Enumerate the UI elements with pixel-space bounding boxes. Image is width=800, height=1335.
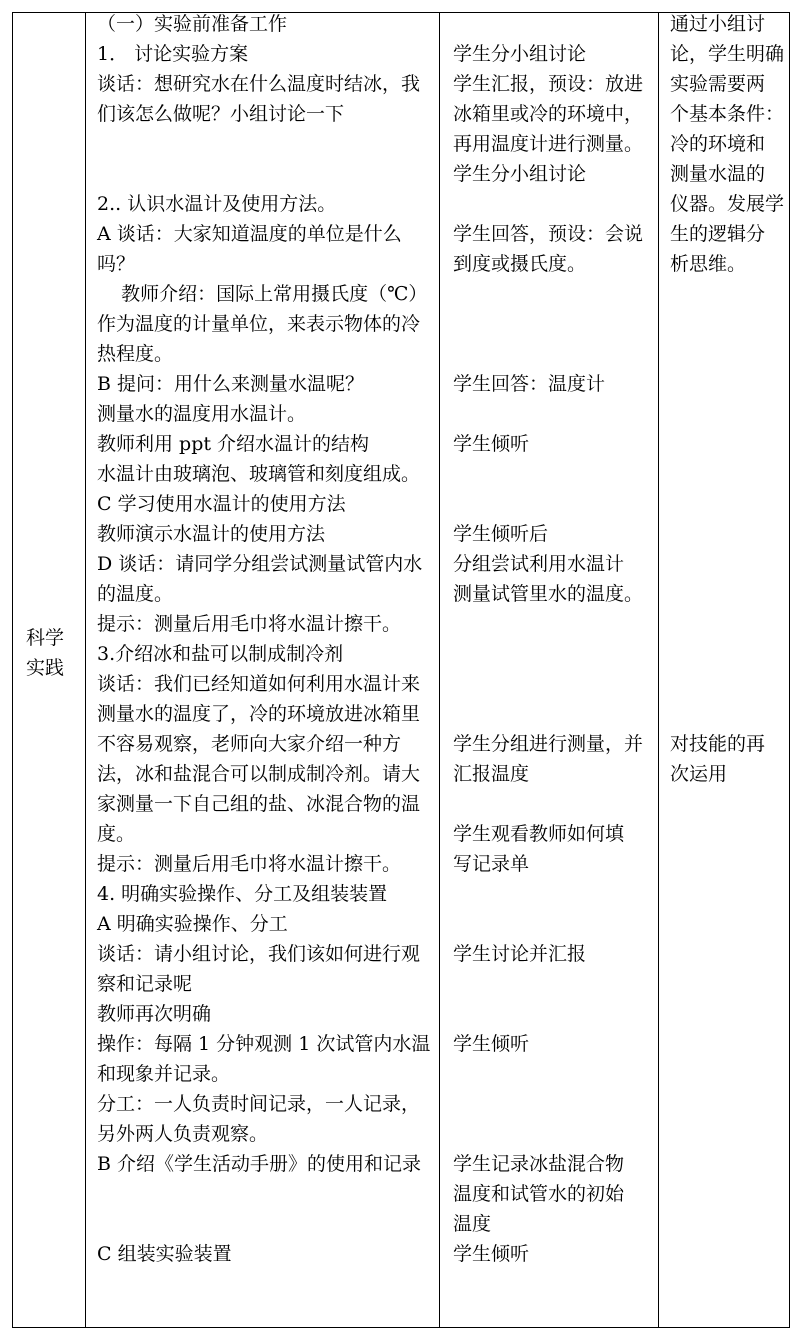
text-line: 教师利用 ppt 介绍水温计的结构: [97, 433, 370, 455]
text-line: 温度和试管水的初始: [453, 1183, 625, 1205]
text-line: 通过小组讨: [670, 13, 766, 35]
text-line: 操作：每隔 1 分钟观测 1 次试管内水温: [97, 1033, 431, 1055]
text-line: 次运用: [670, 763, 728, 785]
text-line: 1． 讨论实验方案: [97, 43, 249, 65]
text-line: 谈话：我们已经知道如何利用水温计来: [97, 673, 421, 695]
text-line: 学生回答，预设：会说: [453, 223, 644, 245]
text-line: 分组尝试利用水温计: [453, 553, 625, 575]
text-line: 分工：一人负责时间记录，一人记录，: [97, 1093, 421, 1115]
text-line: 写记录单: [453, 853, 530, 875]
text-line: 测量水的温度了，冷的环境放进冰箱里: [97, 703, 421, 725]
text-line: C 组装实验装置: [97, 1243, 232, 1265]
text-line: 水温计由玻璃泡、玻璃管和刻度组成。: [97, 463, 421, 485]
column-divider-3: [658, 13, 659, 1327]
text-line: 教师再次明确: [97, 1003, 212, 1025]
text-line: （一）实验前准备工作: [97, 13, 288, 35]
text-line: 实验需要两: [670, 73, 766, 95]
text-line: 测量水温的: [670, 163, 766, 185]
text-line: 学生分组进行测量，并: [453, 733, 644, 755]
text-line: 学生分小组讨论: [453, 43, 587, 65]
text-line: 教师介绍：国际上常用摄氏度（℃）: [97, 283, 428, 305]
text-line: 学生记录冰盐混合物: [453, 1153, 625, 1175]
text-line: 提示：测量后用毛巾将水温计擦干。: [97, 853, 402, 875]
text-line: 对技能的再: [670, 733, 766, 755]
text-line: 学生倾听: [453, 1033, 530, 1055]
text-line: 度。: [97, 823, 136, 845]
section-label-cell: [13, 13, 85, 1327]
text-line: C 学习使用水温计的使用方法: [97, 493, 346, 515]
text-line: 们该怎么做呢？小组讨论一下: [97, 103, 345, 125]
column-divider-2: [439, 13, 440, 1327]
teacher-activity-cell: [87, 13, 439, 1327]
text-line: B 介绍《学生活动手册》的使用和记录: [97, 1153, 422, 1175]
text-line: 作为温度的计量单位，来表示物体的冷: [97, 313, 421, 335]
text-line: 测量水的温度用水温计。: [97, 403, 307, 425]
text-line: 析思维。: [670, 253, 747, 275]
text-line: 仪器。发展学: [670, 193, 785, 215]
text-line: B 提问：用什么来测量水温呢？: [97, 373, 365, 395]
student-activity-cell: [441, 13, 658, 1327]
text-line: 不容易观察，老师向大家介绍一种方: [97, 733, 402, 755]
text-line: A 明确实验操作、分工: [97, 913, 288, 935]
text-line: 冰箱里或冷的环境中，: [453, 103, 644, 125]
text-line: 学生观看教师如何填: [453, 823, 625, 845]
text-line: 4. 明确实验操作、分工及组装装置: [97, 883, 388, 905]
text-line: 吗？: [97, 253, 136, 275]
text-line: 学生倾听: [453, 1243, 530, 1265]
text-line: 学生分小组讨论: [453, 163, 587, 185]
text-line: 学生回答：温度计: [453, 373, 606, 395]
text-line: 提示：测量后用毛巾将水温计擦干。: [97, 613, 402, 635]
text-line: 3.介绍冰和盐可以制成制冷剂: [97, 643, 344, 665]
text-line: 2.. 认识水温计及使用方法。: [97, 193, 337, 215]
text-line: 热程度。: [97, 343, 174, 365]
text-line: 学生倾听: [453, 433, 530, 455]
text-line: 谈话：想研究水在什么温度时结冰，我: [97, 73, 421, 95]
section-label-line: 科学: [26, 627, 65, 649]
text-line: 的温度。: [97, 583, 174, 605]
text-line: 另外两人负责观察。: [97, 1123, 269, 1145]
lesson-plan-table: [12, 12, 790, 1328]
text-line: 法，冰和盐混合可以制成制冷剂。请大: [97, 763, 421, 785]
text-line: 和现象并记录。: [97, 1063, 231, 1085]
text-line: 察和记录呢: [97, 973, 193, 995]
text-line: 温度: [453, 1213, 492, 1235]
text-line: 到度或摄氏度。: [453, 253, 587, 275]
text-line: 冷的环境和: [670, 133, 766, 155]
text-line: 生的逻辑分: [670, 223, 766, 245]
text-line: 谈话：请小组讨论，我们该如何进行观: [97, 943, 421, 965]
text-line: D 谈话：请同学分组尝试测量试管内水: [97, 553, 423, 575]
text-line: 再用温度计进行测量。: [453, 133, 644, 155]
text-line: 个基本条件：: [670, 103, 785, 125]
text-line: 学生倾听后: [453, 523, 549, 545]
text-line: A 谈话：大家知道温度的单位是什么: [97, 223, 402, 245]
design-intent-cell: [660, 13, 789, 1327]
column-divider-1: [85, 13, 86, 1327]
text-line: 家测量一下自己组的盐、冰混合物的温: [97, 793, 421, 815]
text-line: 汇报温度: [453, 763, 530, 785]
text-line: 学生讨论并汇报: [453, 943, 587, 965]
text-line: 测量试管里水的温度。: [453, 583, 644, 605]
section-label-line: 实践: [26, 657, 65, 679]
text-line: 教师演示水温计的使用方法: [97, 523, 326, 545]
text-line: 论，学生明确: [670, 43, 785, 65]
text-line: 学生汇报，预设：放进: [453, 73, 644, 95]
